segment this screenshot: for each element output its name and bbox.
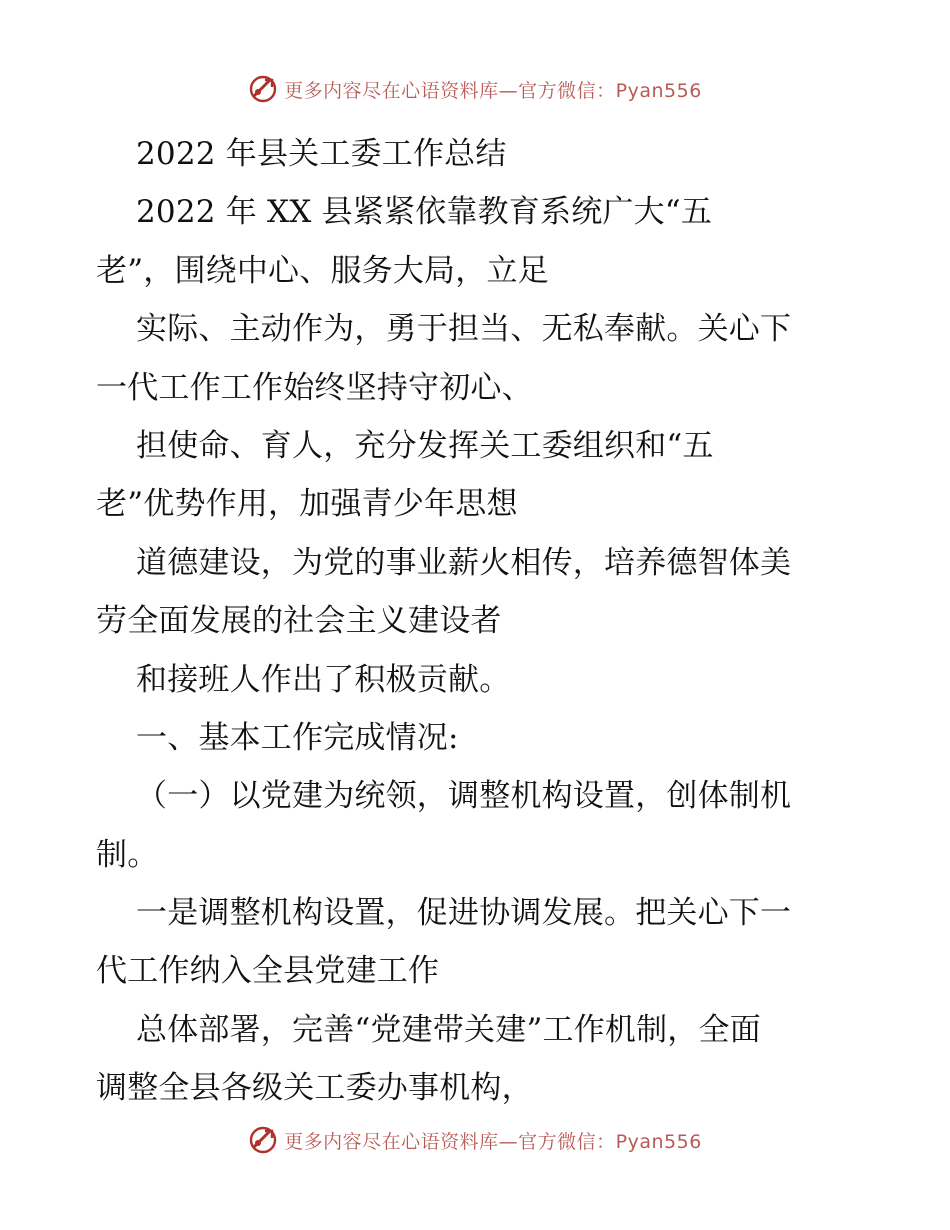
paragraph-line: 和接班人作出了积极贡献。 — [136, 661, 511, 698]
brand-logo-icon — [248, 1125, 278, 1155]
paragraph-line: 2022 年 XX 县紧紧依靠教育系统广大“五 — [136, 194, 713, 231]
document-title: 2022 年县关工委工作总结 — [136, 136, 507, 172]
section-heading: 一、基本工作完成情况: — [136, 719, 459, 756]
paragraph-line: 担使命、育人，充分发挥关工委组织和“五 — [136, 427, 714, 464]
document-body — [96, 125, 856, 1118]
subsection-heading: （一）以党建为统领，调整机构设置，创体制机 — [136, 778, 792, 815]
paragraph-line: 总体部署，完善“党建带关建”工作机制，全面 — [136, 1011, 761, 1048]
paragraph-line: 道德建设，为党的事业薪火相传，培养德智体美 — [136, 544, 792, 581]
paragraph-line: 调整全县各级关工委办事机构， — [96, 1070, 533, 1107]
paragraph-line: 制。 — [96, 836, 159, 873]
paragraph-line: 劳全面发展的社会主义建设者 — [96, 603, 502, 640]
paragraph-line: 一是调整机构设置，促进协调发展。把关心下一 — [136, 895, 792, 932]
paragraph-line: 实际、主动作为，勇于担当、无私奉献。关心下 — [136, 311, 792, 348]
footer-watermark-text: 更多内容尽在心语资料库—官方微信：Pyan556 — [284, 1130, 702, 1153]
footer-watermark-banner — [0, 1123, 950, 1157]
paragraph-line: 老”优势作用，加强青少年思想 — [96, 486, 518, 523]
paragraph-line: 一代工作工作始终坚持守初心、 — [96, 369, 533, 406]
paragraph-line: 老”，围绕中心、服务大局，立足 — [96, 252, 549, 289]
paragraph-line: 代工作纳入全县党建工作 — [96, 953, 440, 990]
header-watermark-text: 更多内容尽在心语资料库—官方微信：Pyan556 — [284, 79, 702, 102]
brand-logo-icon — [248, 74, 278, 104]
header-watermark-banner — [0, 72, 950, 106]
